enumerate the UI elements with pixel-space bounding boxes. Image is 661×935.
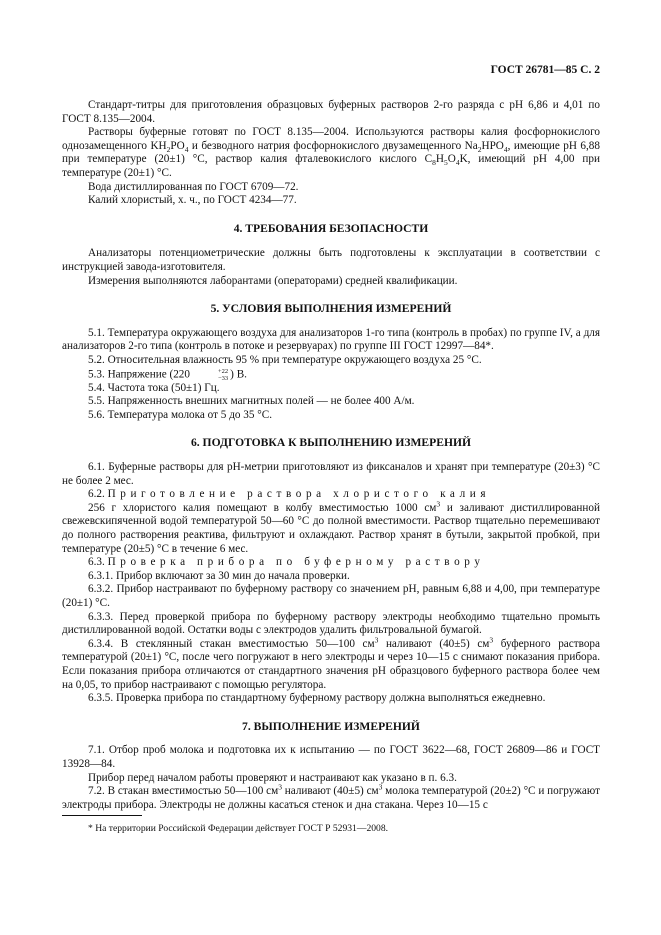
clause-6-3-4: 6.3.4. В стеклянный стакан вместимостью 50—100 $см^3$ наливают (40±5) $см^3$ буферного раствора температурой (20±1) °С, после чего погружают в него электроды и через 10—15 с снимают показания прибора. Если показания прибора отличаются от стандартного значения pH образцового буферного раствора более чем на 0,05, то прибор настраивают с помощью регулятора. bbox=[62, 635, 600, 691]
clause-6-3: 6.3. Проверка прибора по буферному раствору bbox=[88, 556, 485, 569]
clause-6-3-2: 6.3.2. Прибор настраивают по буферному раствору со значением pH, равным 6,88 и 4,00, при температуре (20±1) °С. bbox=[62, 583, 600, 609]
section-4-paragraph-1: Анализаторы потенциометрические должны быть подготовлены к эксплуатации в соответствии с инструкцией завода-изготовителя. bbox=[62, 247, 600, 273]
page-content bbox=[62, 99, 600, 812]
clause-5-6: 5.6. Температура молока от 5 до 35 °С. bbox=[88, 408, 272, 421]
clause-6-3-5: 6.3.5. Проверка прибора по стандартному буферному раствору должна выполняться ежедневно. bbox=[88, 692, 546, 705]
section-7-title: 7. ВЫПОЛНЕНИЕ ИЗМЕРЕНИЙ bbox=[242, 719, 420, 733]
intro-paragraph-2: Растворы буферные готовят по ГОСТ 8.135—2004. Используются растворы калия фосфорнокислого однозамещенного $KH_2PO_4$ и безводного натрия фосфорнокислого двузамещенного $Na_2HPO_4$, имеющие pH 6,88 при температуре (20±1) °С, раствор калия фталевокислого кислого $C_8H_5O_4K$, имеющий pH 4,00 при температуре (20±1) °С. bbox=[62, 126, 600, 179]
clause-7-1: 7.1. Отбор проб молока и подготовка их к испытанию — по ГОСТ 3622—68, ГОСТ 26809—86 и ГОСТ 13928—84. bbox=[62, 744, 600, 770]
footnote: * На территории Российской Федерации действует ГОСТ Р 52931—2008. bbox=[88, 823, 389, 834]
section-6-title: 6. ПОДГОТОВКА К ВЫПОЛНЕНИЮ ИЗМЕРЕНИЙ bbox=[190, 436, 472, 450]
clause-7-2: 7.2. В стакан вместимостью 50—100 $см^3$ наливают (40±5) $см^3$ молока температурой (20±2) °С и погружают электроды прибора. Электроды не должны касаться стенок и дна стакана. Через 10—15 с bbox=[62, 782, 600, 811]
page-header: ГОСТ 26781—85 С. 2 bbox=[490, 64, 600, 76]
clause-6-2-body: 256 г хлористого калия помещают в колбу вместимостью 1000 $см^3$ и заливают дистиллированной свежевскипяченной водой температурой 50—60 °С до полной вместимости. Раствор тщательно перемешивают до полного растворения реактива, фильтруют и охлаждают. Раствор хранят в бутыли, закрытой пробкой, при температуре (20±5) °С в течение 6 мес. bbox=[62, 499, 600, 555]
voltage-tolerance: +22 −33 bbox=[218, 367, 229, 382]
clause-6-2: 6.2. Приготовление раствора хлористого калия bbox=[88, 488, 491, 501]
section-4-paragraph-2: Измерения выполняются лаборантами (операторами) средней квалификации. bbox=[88, 274, 458, 287]
intro-paragraph-1: Стандарт-титры для приготовления образцовых буферных растворов 2-го разряда с pH 6,86 и 4,01 по ГОСТ 8.135—2004. bbox=[62, 99, 600, 125]
footnote-divider bbox=[62, 815, 142, 816]
clause-5-1: 5.1. Температура окружающего воздуха для анализаторов 1-го типа (контроль в пробах) по группе IV, а для анализаторов 2-го типа (контроль в потоке и резервуарах) по группе III ГОСТ 12997—84*. bbox=[62, 326, 600, 353]
intro-paragraph-4: Калий хлористый, х. ч., по ГОСТ 4234—77. bbox=[88, 194, 297, 207]
clause-7-1-note: Прибор перед началом работы проверяют и настраивают как указано в п. 6.3. bbox=[88, 771, 457, 784]
intro-paragraph-3: Вода дистиллированная по ГОСТ 6709—72. bbox=[88, 180, 299, 193]
clause-5-2: 5.2. Относительная влажность 95 % при температуре окружающего воздуха 25 °С. bbox=[88, 353, 482, 366]
clause-5-4: 5.4. Частота тока (50±1) Гц. bbox=[88, 381, 220, 394]
section-4-title: 4. ТРЕБОВАНИЯ БЕЗОПАСНОСТИ bbox=[233, 221, 429, 235]
clause-6-3-3: 6.3.3. Перед проверкой прибора по буферному раствору электроды необходимо тщательно промыть дистиллированной водой. Остатки воды с электродов удалить фильтровальной бумагой. bbox=[62, 610, 600, 637]
clause-6-1: 6.1. Буферные растворы для pH-метрии приготовляют из фиксаналов и хранят при температуре (20±3) °С не более 2 мес. bbox=[62, 461, 600, 487]
section-5-title: 5. УСЛОВИЯ ВЫПОЛНЕНИЯ ИЗМЕРЕНИЙ bbox=[210, 302, 452, 316]
clause-5-5: 5.5. Напряженность внешних магнитных полей — не более 400 А/м. bbox=[88, 395, 415, 408]
clause-5-3: 5.3. Напряжение (220 +22 −33 ) В. bbox=[88, 367, 247, 382]
clause-6-3-1: 6.3.1. Прибор включают за 30 мин до начала проверки. bbox=[88, 569, 350, 582]
